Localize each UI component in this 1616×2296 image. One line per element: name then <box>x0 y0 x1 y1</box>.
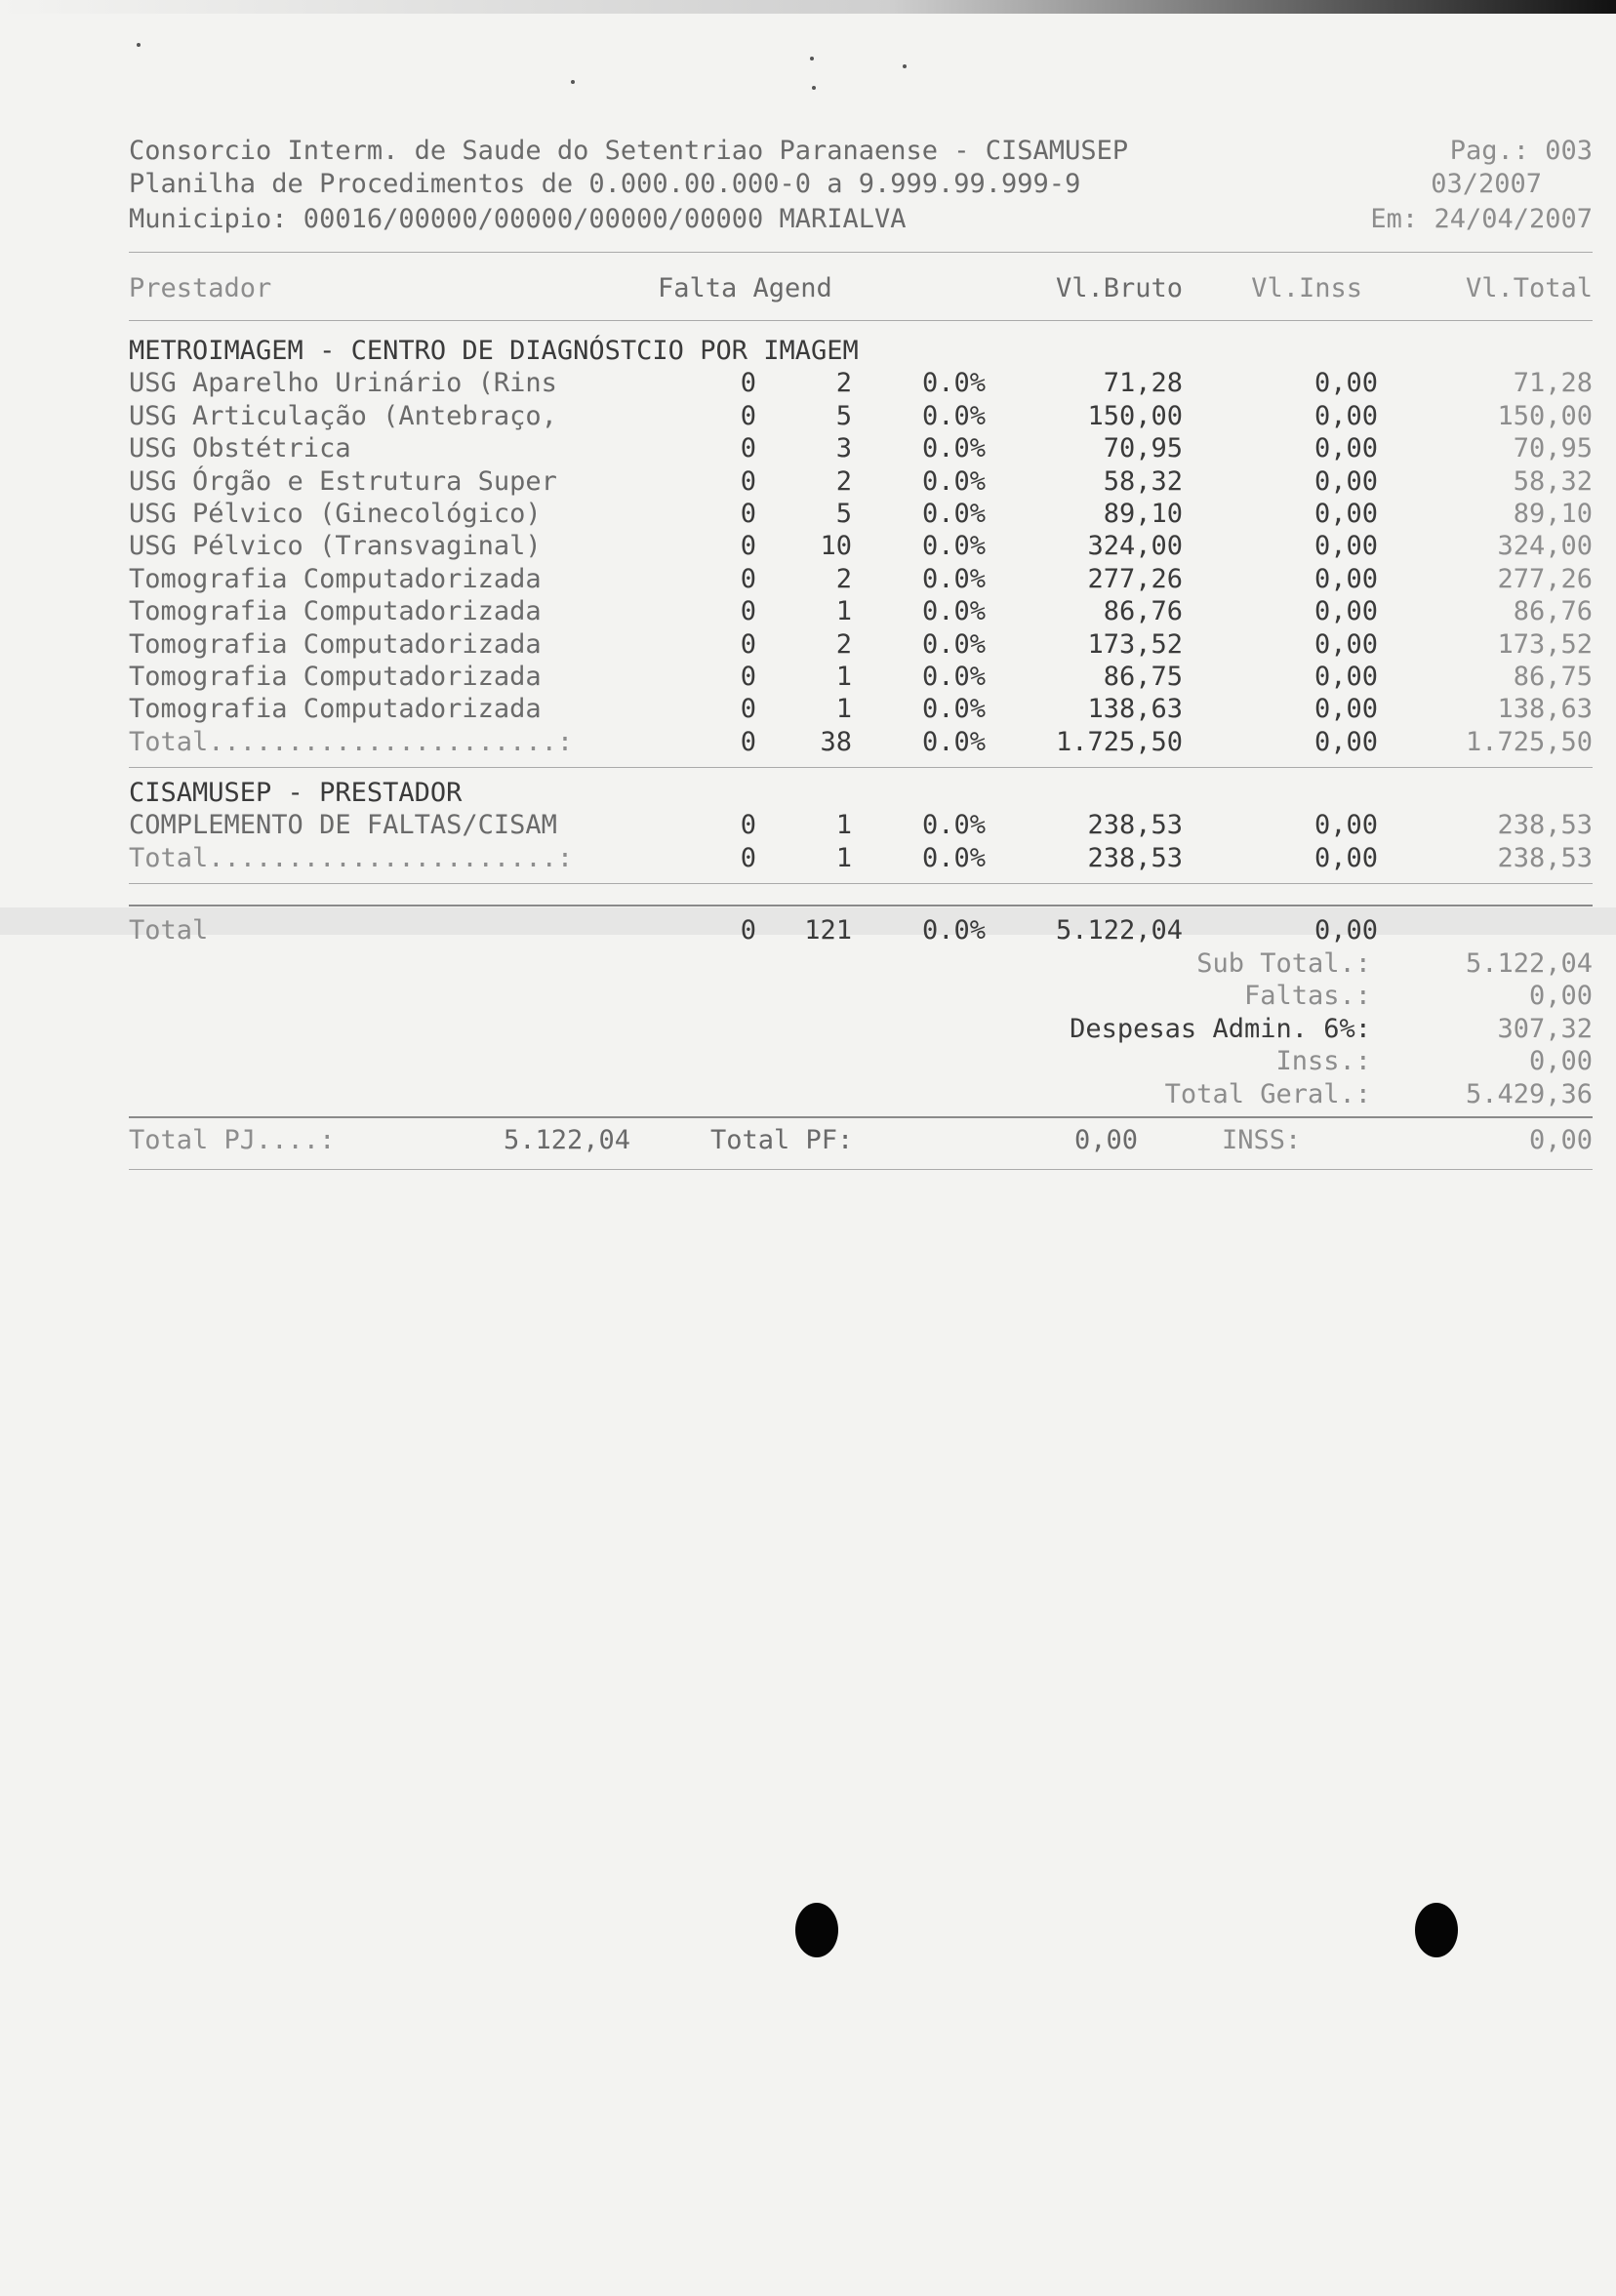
procedure-falta: 0 <box>740 400 756 431</box>
procedure-name: USG Obstétrica <box>129 433 351 464</box>
procedure-name: Tomografia Computadorizada <box>129 596 542 627</box>
group-total-vl-bruto: 1.725,50 <box>1055 726 1183 757</box>
group-total-falta: 0 <box>740 726 756 757</box>
procedure-vl-total: 173,52 <box>1497 628 1593 660</box>
grand-total-vl-inss: 0,00 <box>1313 914 1378 946</box>
summary-label: Faltas.: <box>1243 981 1371 1012</box>
procedure-vl-bruto: 86,76 <box>1103 596 1183 627</box>
procedure-vl-total: 86,75 <box>1513 662 1593 692</box>
procedure-falta: 0 <box>740 531 756 562</box>
inss-value: 0,00 <box>1528 1125 1593 1156</box>
group-total-vl-inss: 0,00 <box>1313 726 1378 757</box>
group-divider <box>129 767 1593 768</box>
procedure-name: COMPLEMENTO DE FALTAS/CISAM <box>129 810 557 841</box>
report-title: Consorcio Interm. de Saude do Setentriao Paranaense - CISAMUSEP <box>129 136 1129 166</box>
report-period: 03/2007 <box>1431 169 1542 199</box>
procedure-agend: 1 <box>835 596 852 627</box>
summary-label: Sub Total.: <box>1196 947 1371 979</box>
procedure-vl-bruto: 150,00 <box>1087 400 1183 431</box>
col-vl-total: Vl.Total <box>1465 273 1593 303</box>
col-vl-inss: Vl.Inss <box>1251 273 1362 303</box>
procedure-vl-total: 138,63 <box>1497 694 1593 725</box>
procedure-percent: 0.0% <box>921 400 986 431</box>
total-pf-label: Total PF: <box>710 1125 854 1156</box>
group-total-falta: 0 <box>740 842 756 873</box>
inss-label: INSS: <box>1222 1125 1302 1156</box>
scan-speck <box>812 86 816 90</box>
procedure-vl-inss: 0,00 <box>1313 694 1378 725</box>
col-prestador: Prestador <box>129 273 272 303</box>
procedure-vl-bruto: 238,53 <box>1087 810 1183 841</box>
group-total-agend: 1 <box>835 842 852 873</box>
summary-value: 5.122,04 <box>1465 947 1593 979</box>
procedure-name: USG Articulação (Antebraço, <box>129 400 557 431</box>
scan-speck <box>571 80 575 84</box>
footer-divider-top <box>129 1116 1593 1118</box>
procedure-vl-bruto: 277,26 <box>1087 563 1183 594</box>
procedure-vl-inss: 0,00 <box>1313 628 1378 660</box>
procedure-name: Tomografia Computadorizada <box>129 628 542 660</box>
procedure-vl-total: 86,76 <box>1513 596 1593 627</box>
procedure-vl-inss: 0,00 <box>1313 531 1378 562</box>
total-pj-value: 5.122,04 <box>503 1125 630 1156</box>
report-range: Planilha de Procedimentos de 0.000.00.000-0 a 9.999.99.999-9 <box>129 169 1081 199</box>
procedure-falta: 0 <box>740 694 756 725</box>
procedure-percent: 0.0% <box>921 563 986 594</box>
municipality: Municipio: 00016/00000/00000/00000/00000 MARIALVA <box>129 204 907 234</box>
scan-speck <box>137 43 141 47</box>
procedure-vl-inss: 0,00 <box>1313 465 1378 497</box>
procedure-percent: 0.0% <box>921 810 986 841</box>
procedure-vl-total: 71,28 <box>1513 368 1593 399</box>
procedure-percent: 0.0% <box>921 433 986 464</box>
procedure-agend: 5 <box>835 499 852 529</box>
procedure-name: USG Aparelho Urinário (Rins <box>129 368 557 399</box>
procedure-name: Tomografia Computadorizada <box>129 694 542 725</box>
procedure-vl-inss: 0,00 <box>1313 433 1378 464</box>
grand-divider <box>129 905 1593 906</box>
group-total-vl-bruto: 238,53 <box>1087 842 1183 873</box>
procedure-vl-inss: 0,00 <box>1313 400 1378 431</box>
procedure-vl-bruto: 173,52 <box>1087 628 1183 660</box>
col-falta-agend: Falta Agend <box>658 273 832 303</box>
summary-value: 0,00 <box>1528 1046 1593 1077</box>
emission-date: Em: 24/04/2007 <box>1370 204 1593 234</box>
procedure-name: USG Órgão e Estrutura Super <box>129 465 557 497</box>
procedure-percent: 0.0% <box>921 368 986 399</box>
procedure-name: Tomografia Computadorizada <box>129 563 542 594</box>
total-pf-value: 0,00 <box>1073 1125 1138 1156</box>
scan-speck <box>903 64 907 68</box>
procedure-agend: 2 <box>835 368 852 399</box>
procedure-vl-inss: 0,00 <box>1313 563 1378 594</box>
procedure-vl-total: 324,00 <box>1497 531 1593 562</box>
procedure-vl-total: 150,00 <box>1497 400 1593 431</box>
group-total-vl-inss: 0,00 <box>1313 842 1378 873</box>
procedure-percent: 0.0% <box>921 531 986 562</box>
columns-divider <box>129 320 1593 321</box>
procedure-agend: 2 <box>835 465 852 497</box>
summary-label: Inss.: <box>1275 1046 1371 1077</box>
punch-hole-right <box>1415 1903 1458 1957</box>
page-number: Pag.: 003 <box>1449 136 1593 166</box>
procedure-vl-inss: 0,00 <box>1313 368 1378 399</box>
summary-value: 0,00 <box>1528 981 1593 1012</box>
procedure-vl-bruto: 138,63 <box>1087 694 1183 725</box>
procedure-vl-inss: 0,00 <box>1313 596 1378 627</box>
procedure-name: Tomografia Computadorizada <box>129 662 542 692</box>
procedure-vl-total: 70,95 <box>1513 433 1593 464</box>
scan-edge <box>0 0 1616 14</box>
group-total-percent: 0.0% <box>921 842 986 873</box>
procedure-falta: 0 <box>740 628 756 660</box>
group-total-vl-total: 1.725,50 <box>1465 726 1593 757</box>
procedure-vl-total: 89,10 <box>1513 499 1593 529</box>
group-total-vl-total: 238,53 <box>1497 842 1593 873</box>
col-vl-bruto: Vl.Bruto <box>1055 273 1183 303</box>
procedure-agend: 2 <box>835 628 852 660</box>
group-divider <box>129 883 1593 884</box>
procedure-falta: 0 <box>740 596 756 627</box>
procedure-vl-inss: 0,00 <box>1313 499 1378 529</box>
procedure-percent: 0.0% <box>921 465 986 497</box>
procedure-vl-inss: 0,00 <box>1313 810 1378 841</box>
procedure-falta: 0 <box>740 465 756 497</box>
procedure-percent: 0.0% <box>921 499 986 529</box>
summary-value: 307,32 <box>1497 1013 1593 1044</box>
procedure-agend: 1 <box>835 662 852 692</box>
procedure-percent: 0.0% <box>921 662 986 692</box>
procedure-vl-bruto: 89,10 <box>1103 499 1183 529</box>
procedure-percent: 0.0% <box>921 628 986 660</box>
procedure-vl-bruto: 58,32 <box>1103 465 1183 497</box>
punch-hole-left <box>795 1903 838 1957</box>
procedure-vl-bruto: 324,00 <box>1087 531 1183 562</box>
summary-value: 5.429,36 <box>1465 1078 1593 1109</box>
group-total-label: Total......................: <box>129 726 574 757</box>
procedure-name: USG Pélvico (Ginecológico) <box>129 499 542 529</box>
summary-label: Despesas Admin. 6%: <box>1070 1013 1371 1044</box>
procedure-vl-inss: 0,00 <box>1313 662 1378 692</box>
procedure-agend: 2 <box>835 563 852 594</box>
procedure-falta: 0 <box>740 563 756 594</box>
procedure-falta: 0 <box>740 368 756 399</box>
group-title: CISAMUSEP - PRESTADOR <box>129 777 463 808</box>
procedure-vl-total: 277,26 <box>1497 563 1593 594</box>
procedure-falta: 0 <box>740 433 756 464</box>
procedure-vl-bruto: 70,95 <box>1103 433 1183 464</box>
grand-total-percent: 0.0% <box>921 914 986 946</box>
group-title: METROIMAGEM - CENTRO DE DIAGNÓSTCIO POR IMAGEM <box>129 336 859 366</box>
procedure-percent: 0.0% <box>921 596 986 627</box>
procedure-name: USG Pélvico (Transvaginal) <box>129 531 542 562</box>
group-total-percent: 0.0% <box>921 726 986 757</box>
scan-speck <box>810 57 814 60</box>
procedure-vl-total: 58,32 <box>1513 465 1593 497</box>
procedure-agend: 5 <box>835 400 852 431</box>
footer-divider-bottom <box>129 1169 1593 1170</box>
group-total-label: Total......................: <box>129 842 574 873</box>
procedure-falta: 0 <box>740 662 756 692</box>
procedure-agend: 1 <box>835 810 852 841</box>
procedure-vl-total: 238,53 <box>1497 810 1593 841</box>
grand-total-falta: 0 <box>740 914 756 946</box>
procedure-percent: 0.0% <box>921 694 986 725</box>
procedure-falta: 0 <box>740 499 756 529</box>
total-pj-label: Total PJ....: <box>129 1125 336 1156</box>
procedure-vl-bruto: 86,75 <box>1103 662 1183 692</box>
header-divider <box>129 252 1593 253</box>
procedure-agend: 10 <box>820 531 852 562</box>
procedure-vl-bruto: 71,28 <box>1103 368 1183 399</box>
grand-total-vl-bruto: 5.122,04 <box>1055 914 1183 946</box>
procedure-falta: 0 <box>740 810 756 841</box>
summary-label: Total Geral.: <box>1164 1078 1371 1109</box>
grand-total-agend: 121 <box>804 914 852 946</box>
procedure-agend: 1 <box>835 694 852 725</box>
group-total-agend: 38 <box>820 726 852 757</box>
grand-total-label: Total <box>129 914 209 946</box>
procedure-agend: 3 <box>835 433 852 464</box>
